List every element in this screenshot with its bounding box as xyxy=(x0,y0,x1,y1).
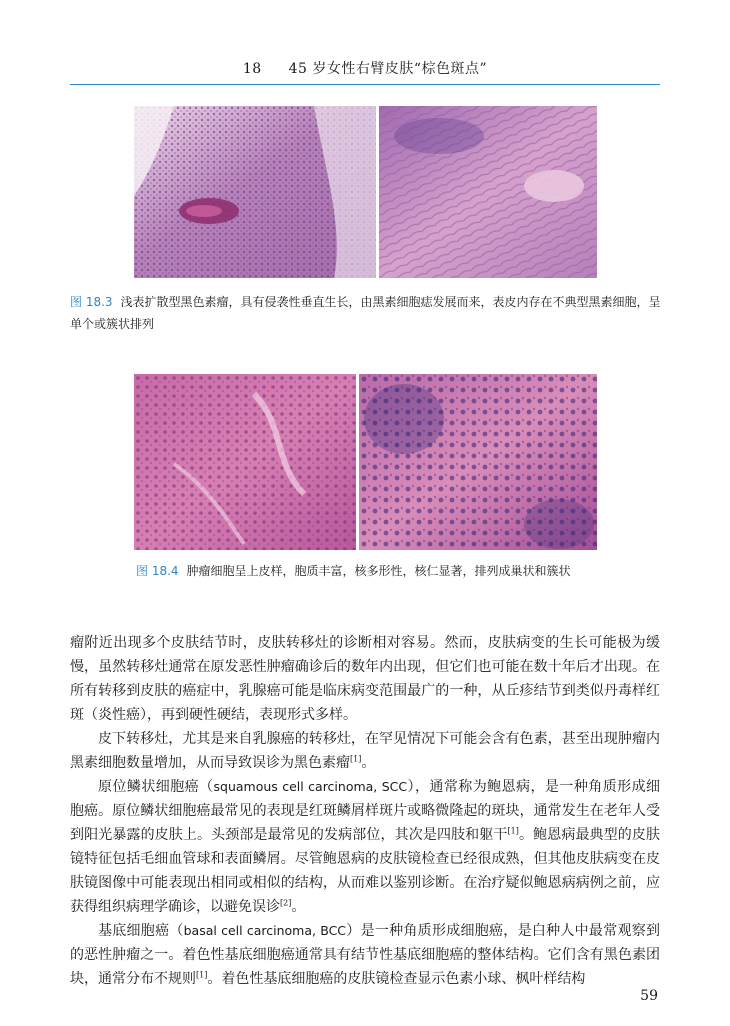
paragraph xyxy=(70,727,660,775)
paragraph-text: ），通常称为鲍恩病，是一种角质形成细胞癌。原位鳞状细胞癌最常见的表现是红斑鳞屑样斑片或略微隆起的斑块，通常发生在老年人受到阳光暴露的皮肤上。头颈部是最常见的发病部位，其次是四肢和躯干 xyxy=(70,779,661,843)
figure-18-4-right-micrograph xyxy=(359,374,597,550)
reference-marker: [1] xyxy=(507,826,519,836)
paragraph-text: 。鲍恩病最典型的皮肤镜特征包括毛细血管球和表面鳞屑。尽管鲍恩病的皮肤镜检查已经很成熟，但其他皮肤病变在皮肤镜图像中可能表现出相同或相似的结构，从而难以鉴别诊断。在治疗疑似鲍恩病病例之前，应获得组织病理学确诊，以避免误诊 xyxy=(70,827,661,915)
page-number: 59 xyxy=(640,988,658,1004)
latin-term: squamous cell carcinoma, SCC xyxy=(213,779,408,794)
chapter-number: 18 xyxy=(242,61,262,77)
figure-18-3-right-micrograph xyxy=(379,106,597,278)
figure-18-3-caption xyxy=(70,291,670,335)
figure-18-4-text: 肿瘤细胞呈上皮样，胞质丰富，核多形性，核仁显著，排列成巢状和簇状 xyxy=(186,564,571,578)
figure-18-3-left-micrograph xyxy=(134,106,376,278)
figure-18-3-text: 浅表扩散型黑色素瘤，具有侵袭性垂直生长，由黑素细胞痣发展而来，表皮内存在不典型黑素细胞，呈单个或簇状排列 xyxy=(70,295,661,331)
paragraph-text: ）是一种角质形成细胞癌，是白种人中最常观察到的恶性肿瘤之一。着色性基底细胞癌通常具有结节性基底细胞癌的整体结构。它们含有黑色素团块，通常分布不规则 xyxy=(70,923,661,987)
header-rule xyxy=(70,84,660,85)
paragraph xyxy=(70,919,660,991)
paragraph xyxy=(70,631,660,727)
paragraph-text: 皮下转移灶，尤其是来自乳腺癌的转移灶，在罕见情况下可能会含有色素，甚至出现肿瘤内黑素细胞数量增加，从而导致误诊为黑色素瘤 xyxy=(70,731,660,771)
reference-marker: [2] xyxy=(280,898,292,908)
reference-marker: [1] xyxy=(196,970,208,980)
figure-18-4-caption xyxy=(136,560,676,582)
paragraph-text: 。着色性基底细胞癌的皮肤镜检查显示色素小球、枫叶样结构 xyxy=(207,971,586,987)
body-text xyxy=(70,631,660,991)
latin-term: basal cell carcinoma, BCC xyxy=(183,923,347,938)
figure-18-4-left-micrograph xyxy=(134,374,356,550)
paragraph-text: 。 xyxy=(361,755,376,771)
paragraph xyxy=(70,775,660,919)
figure-18-4-number: 图 18.4 xyxy=(136,564,179,578)
figure-18-3-number: 图 18.3 xyxy=(70,295,113,309)
reference-marker: [1] xyxy=(350,754,362,764)
running-header xyxy=(0,58,730,78)
paragraph-text: 瘤附近出现多个皮肤结节时，皮肤转移灶的诊断相对容易。然而，皮肤病变的生长可能极为缓慢，虽然转移灶通常在原发恶性肿瘤确诊后的数年内出现，但它们也可能在数十年后才出现。在所有转移到皮肤的癌症中，乳腺癌可能是临床病变范围最广的一种，从丘疹结节到类似丹毒样红斑（炎性癌），再到硬性硬结，表现形式多样。 xyxy=(70,635,660,723)
paragraph-text: 基底细胞癌（ xyxy=(98,923,184,939)
paragraph-text: 原位鳞状细胞癌（ xyxy=(98,779,214,795)
paragraph-text: 。 xyxy=(291,899,306,915)
chapter-title: 45 岁女性右臂皮肤“棕色斑点” xyxy=(288,61,488,77)
